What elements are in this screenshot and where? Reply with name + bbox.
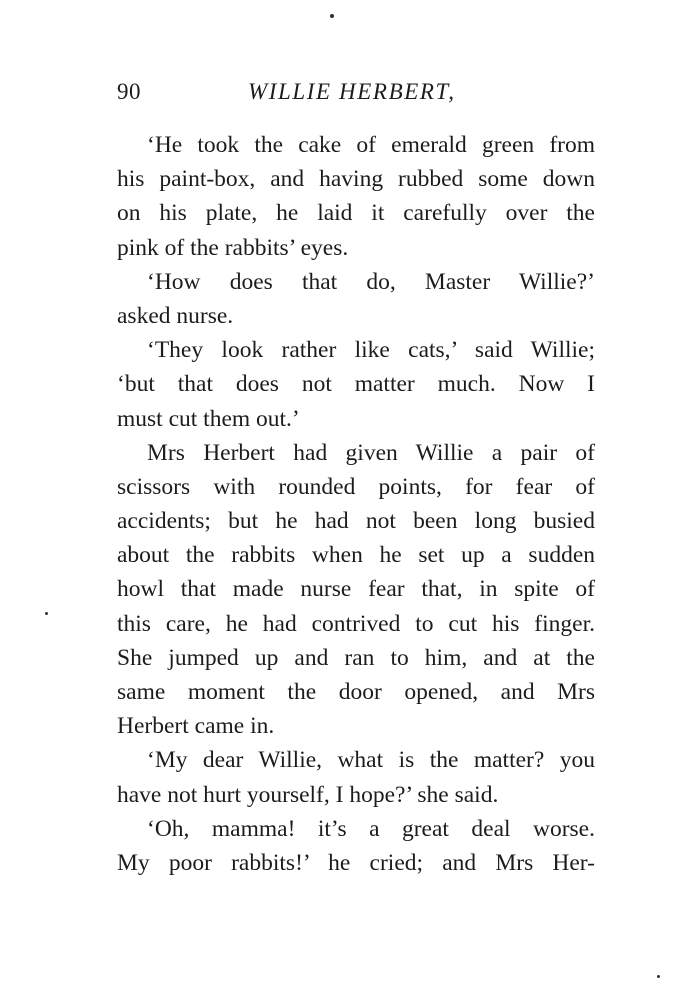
text-line: this care, he had contrived to cut his finger.: [117, 610, 595, 637]
text-line: She jumped up and ran to him, and at the: [117, 644, 595, 671]
paragraph: [117, 333, 595, 436]
text-line: his paint-box, and having rubbed some down: [117, 166, 595, 193]
text-line: ‘My dear Willie, what is the matter? you: [147, 747, 595, 774]
paragraph: [117, 743, 595, 811]
text-line: My poor rabbits!’ he cried; and Mrs Her-: [117, 849, 595, 876]
paragraph: [117, 265, 595, 333]
ink-speck: [657, 975, 660, 978]
paragraph: [117, 812, 595, 880]
text-line: ‘Oh, mamma! it’s a great deal worse.: [147, 815, 595, 842]
text-line: pink of the rabbits’ eyes.: [117, 234, 349, 261]
paragraph: [117, 128, 595, 265]
ink-speck: [45, 612, 48, 615]
text-line: asked nurse.: [117, 302, 234, 329]
text-line: scissors with rounded points, for fear of: [117, 473, 595, 500]
text-line: on his plate, he laid it carefully over the: [117, 200, 595, 227]
page-number: 90: [117, 79, 141, 104]
ink-speck: [330, 14, 334, 18]
text-line: ‘but that does not matter much. Now I: [117, 371, 595, 398]
text-line: howl that made nurse fear that, in spite of: [117, 576, 595, 603]
text-line: ‘They look rather like cats,’ said Willie;: [147, 337, 595, 364]
text-line: accidents; but he had not been long busied: [117, 508, 595, 535]
page-header: [117, 79, 597, 113]
text-line: must cut them out.’: [117, 405, 300, 432]
text-line: have not hurt yourself, I hope?’ she said.: [117, 781, 499, 808]
paragraph: [117, 436, 595, 744]
text-line: ‘He took the cake of emerald green from: [147, 132, 595, 158]
text-line: about the rabbits when he set up a sudden: [117, 542, 595, 569]
body-text: [117, 128, 595, 880]
text-line: same moment the door opened, and Mrs: [117, 679, 595, 705]
text-line: ‘How does that do, Master Willie?’: [147, 268, 595, 295]
running-title: WILLIE HERBERT,: [248, 79, 456, 104]
text-line: Herbert came in.: [117, 713, 275, 740]
text-line: Mrs Herbert had given Willie a pair of: [147, 439, 595, 466]
